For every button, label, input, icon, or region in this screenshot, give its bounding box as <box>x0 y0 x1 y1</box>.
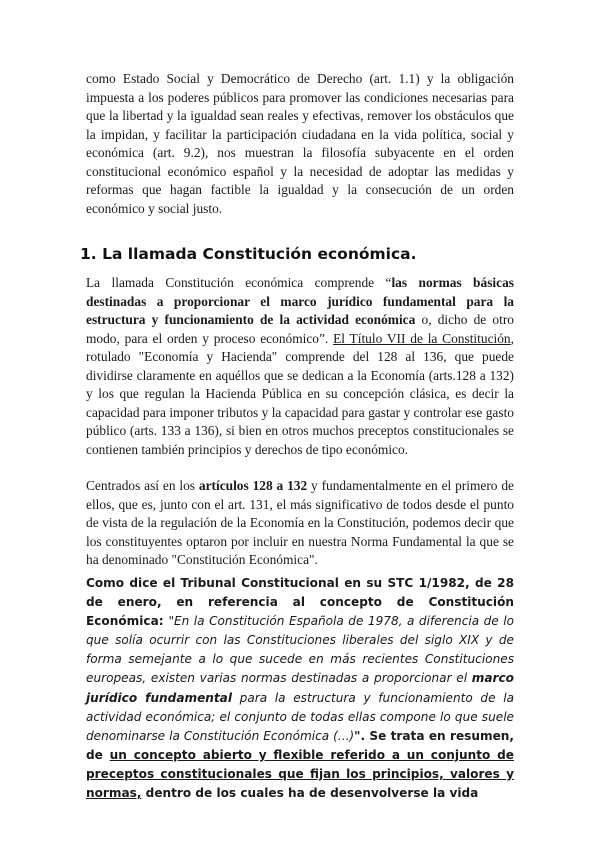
bold-italic-run: marco jurídico fundamental <box>86 671 514 705</box>
text-run: La llamada Constitución económica comprende “ <box>86 275 392 290</box>
section-heading: 1. La llamada Constitución económica. <box>80 245 417 263</box>
constitucion-economica-paragraph <box>86 274 514 459</box>
italic-quote: En la Constitución Española de 1978, a diferencia de lo que solía ocurrir con las Constituciones liberales del siglo XIX y de forma semejante a lo que sucede en más recientes Constituciones europeas, existen varias normas destinadas a proporcionar el <box>86 614 514 686</box>
bold-underlined-run: un concepto abierto y flexible referido a un conjunto de preceptos constitucionales que fijan los principios, valores y normas, <box>86 747 514 801</box>
text-run: y fundamentalmente en el primero de ellos, que es, junto con el art. 131, el más significativo de todos desde el punto de vista de la regulación de la Economía en la Constitución, podemos decir que los constituyentes optaron por incluir en nuestra Norma Fundamental la que se ha denominado "Constitución Económica". <box>86 478 515 568</box>
bold-run: dentro de los cuales ha de desenvolverse la vida <box>141 786 479 801</box>
articulos-paragraph <box>86 477 514 570</box>
text-run: , rotulado "Economía y Hacienda" comprende del 128 al 136, que puede dividirse claramente en aquéllos que se dedican a la Economía (arts.128 a 132) y los que regulan la Hacienda Pública en su concepción clásica, es decir la capacidad para imponer tributos y la capacidad para gastar y controlar ese gasto público (arts. 133 a 136), si bien en otros muchos preceptos constitucionales se contienen también principios y derechos de tipo económico. <box>86 330 514 457</box>
bold-run: Como dice el Tribunal Constitucional en su STC 1/1982, de 28 de enero, en referencia al concepto de Constitución Económica: <box>86 576 514 629</box>
bold-run: ". Se trata en resumen, de <box>86 728 514 762</box>
bold-articulos: artículos 128 a 132 <box>198 478 308 493</box>
intro-paragraph: como Estado Social y Democrático de Derecho (art. 1.1) y la obligación impuesta a los poderes públicos para promover las condiciones necesarias para que la libertad y la igualdad sean reales y efectivas, remover los obstáculos que la impidan, y facilitar la participación ciudadana en la vida política, social y económica (art. 9.2), nos muestran la filosofía subyacente en el orden constitucional económico español y la necesidad de adoptar las medidas y reformas que hagan factible la igualdad y la consecución de un orden económico y social justo. <box>86 71 514 216</box>
text-run: Centrados así en los <box>86 478 199 493</box>
italic-quote: para la estructura y funcionamiento de la actividad económica; el conjunto de todas ellas compone lo que suele denominarse la Constitución Económica (...) <box>86 690 514 743</box>
titulo-vii-reference: El Título VII de la Constitución <box>333 330 511 346</box>
text-run: " <box>168 614 175 629</box>
tribunal-paragraph <box>86 574 514 803</box>
bold-definition: las normas básicas destinadas a proporcionar el marco jurídico fundamental para la estructura y funcionamiento de la actividad económica <box>86 275 514 328</box>
text-run: o, dicho de otro modo, para el orden y proceso económico”. <box>86 312 514 346</box>
